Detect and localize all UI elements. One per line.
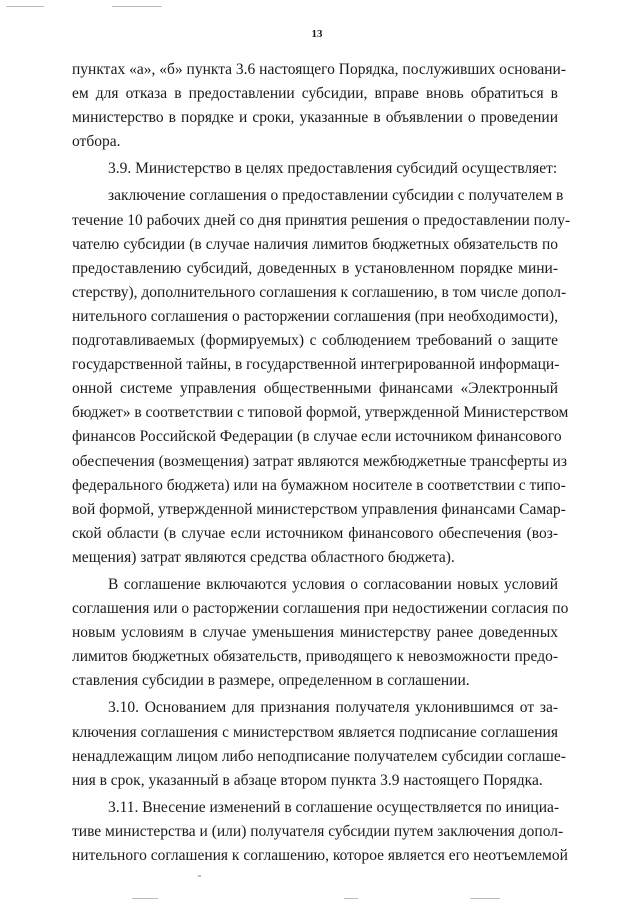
- text-line: лимитов бюджетных обязательств, приводящего к невозможности предо-: [72, 648, 558, 666]
- text-line: соглашения или о расторжении соглашения при недостижении согласия по: [72, 600, 569, 618]
- scan-mark-dot: [198, 875, 201, 877]
- scan-mark-bottom-mid: [344, 898, 358, 899]
- text-line: ем для отказа в предоставлении субсидии, вправе вновь обратиться в: [72, 85, 558, 103]
- text-line: течение 10 рабочих дней со дня принятия решения о предоставлении полу-: [72, 211, 571, 229]
- text-line: государственной тайны, в государственной интегрированной информаци-: [72, 356, 560, 374]
- paragraph-p1: [72, 58, 566, 154]
- scan-mark-bottom-right: [470, 898, 500, 899]
- text-line: стерству), дополнительного соглашения к соглашению, в том числе допол-: [72, 283, 567, 301]
- paragraph-p2: [72, 157, 558, 181]
- text-line: заключение соглашения о предоставлении субсидии с получателем в: [108, 187, 564, 205]
- scan-mark-top-left: [6, 6, 44, 7]
- text-line: бюджет» в соответствии с типовой формой, утвержденной Министерством: [72, 404, 569, 422]
- text-line: подготавливаемых (формируемых) с соблюдением требований о защите: [72, 332, 558, 350]
- text-line: пунктах «а», «б» пункта 3.6 настоящего Порядка, послуживших основани-: [72, 61, 566, 78]
- text-line: 3.11. Внесение изменений в соглашение осуществляется по инициа-: [108, 798, 560, 816]
- paragraph-p4: [72, 573, 569, 693]
- text-line: чателю субсидии (в случае наличия лимитов бюджетных обязательств по: [72, 235, 558, 253]
- text-line: обеспечения (возмещения) затрат являются межбюджетные трансферты из: [72, 452, 567, 470]
- text-line: вой формой, утвержденной министерством управления финансами Самар-: [72, 500, 566, 518]
- text-line: В соглашение включаются условия о согласовании новых условий: [108, 575, 558, 593]
- document-body: [72, 58, 571, 868]
- text-line: министерство в порядке и сроки, указанные в объявлении о проведении: [72, 109, 558, 127]
- text-line: онной системе управления общественными финансами «Электронный: [72, 380, 558, 398]
- text-line: ключения соглашения с министерством является подписание соглашения: [72, 723, 558, 741]
- text-line: мещения) затрат являются средства областного бюджета).: [72, 548, 455, 566]
- text-line: отбора.: [72, 133, 121, 151]
- text-line: ненадлежащим лицом либо неподписание получателем субсидии соглаше-: [72, 747, 566, 765]
- text-line: нительного соглашения о расторжении соглашения (при необходимости),: [72, 307, 558, 325]
- text-line: новым условиям в случае уменьшения министерству ранее доведенных: [72, 624, 558, 642]
- text-line: финансов Российской Федерации (в случае если источником финансового: [72, 428, 562, 446]
- text-line: нительного соглашения к соглашению, которое является его неотъемлемой: [72, 847, 568, 864]
- scan-mark-top: [112, 6, 162, 7]
- text-line: предоставлению субсидий, доведенных в установленном порядке мини-: [72, 259, 558, 277]
- scan-mark-bottom-left: [132, 898, 158, 899]
- text-line: 3.9. Министерство в целях предоставления субсидий осуществляет:: [108, 160, 558, 178]
- page-number: 13: [311, 28, 323, 40]
- paragraph-p6: [72, 796, 568, 868]
- text-line: ставления субсидии в размере, определенном в соглашении.: [72, 672, 470, 690]
- paragraph-p3: [72, 184, 571, 570]
- text-line: тиве министерства и (или) получателя субсидии путем заключения допол-: [72, 822, 564, 840]
- text-line: 3.10. Основанием для признания получателя уклонившимся от за-: [108, 699, 558, 717]
- text-line: ния в срок, указанный в абзаце втором пункта 3.9 настоящего Порядка.: [72, 771, 543, 789]
- paragraph-p5: [72, 696, 566, 792]
- text-line: федерального бюджета) или на бумажном носителе в соответствии с типо-: [72, 476, 566, 494]
- text-line: ской области (в случае если источником финансового обеспечения (воз-: [72, 524, 558, 542]
